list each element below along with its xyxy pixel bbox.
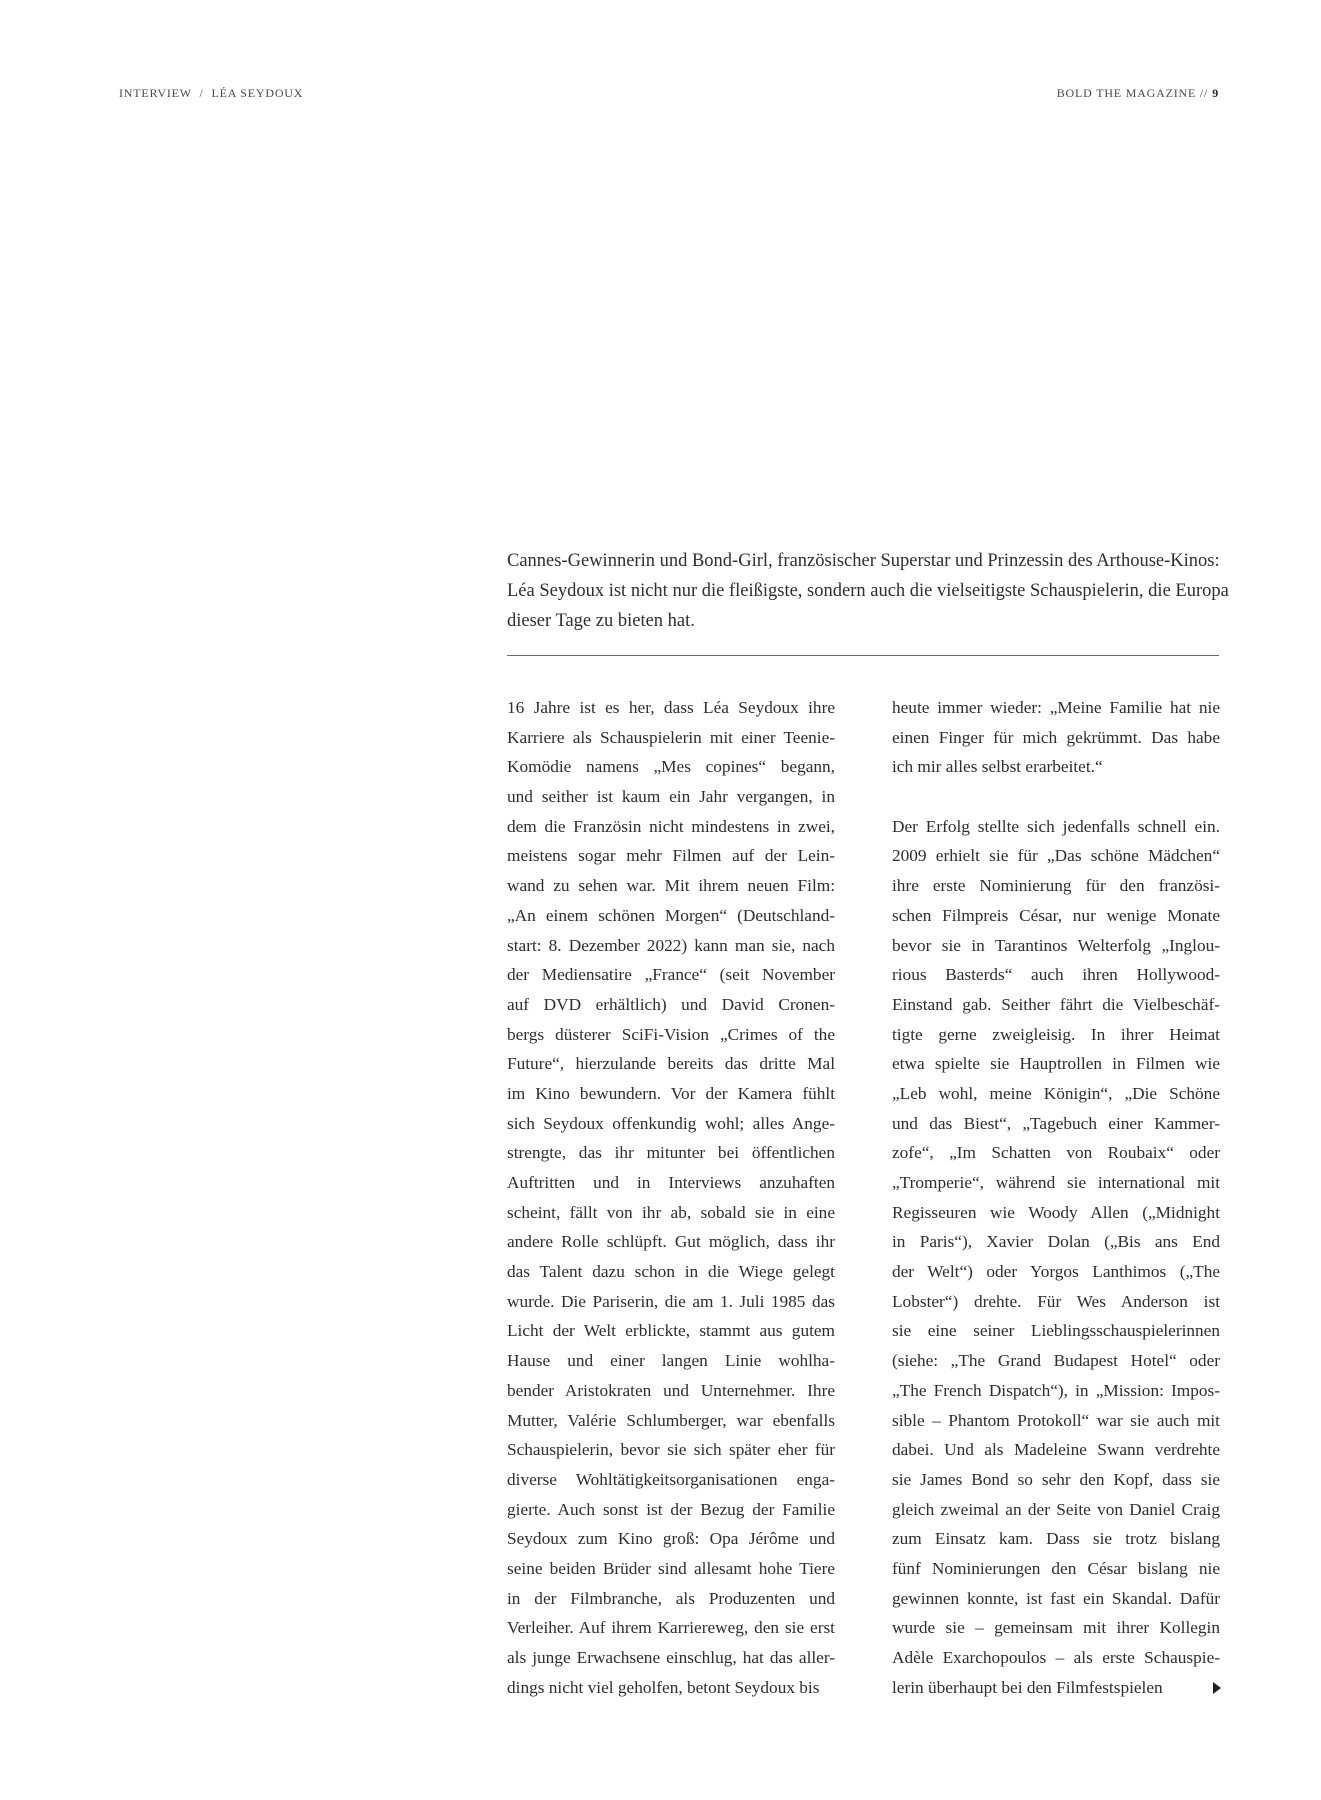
body-text-line: diverse Wohltätigkeitsorganisationen enga-: [507, 1469, 835, 1489]
lead-line: Léa Seydoux ist nicht nur die fleißigste, sondern auch die vielseitigste Schauspielerin, die Europa: [507, 581, 1229, 601]
body-text-line: in Paris“), Xavier Dolan („Bis ans End: [892, 1232, 1220, 1252]
body-text-line: bender Aristokraten und Unternehmer. Ihre: [507, 1380, 835, 1400]
subject-label: LÉA SEYDOUX: [211, 86, 304, 100]
body-text-line: „An einem schönen Morgen“ (Deutschland-: [507, 905, 835, 925]
body-text-line: etwa spielte sie Hauptrollen in Filmen wie: [892, 1054, 1220, 1074]
body-text-line: und das Biest“, „Tagebuch einer Kammer-: [892, 1113, 1220, 1133]
page-number: 9: [1212, 86, 1219, 100]
body-text-line: Schauspielerin, bevor sie sich später eher für: [507, 1440, 835, 1460]
body-text-line: Licht der Welt erblickte, stammt aus gutem: [507, 1321, 835, 1341]
body-text-line: zum Einsatz kam. Dass sie trotz bislang: [892, 1529, 1220, 1549]
body-text-line: bevor sie in Tarantinos Welterfolg „Inglou-: [892, 935, 1220, 955]
body-text-line: rious Basterds“ auch ihren Hollywood-: [892, 965, 1220, 985]
body-text-line: „The French Dispatch“), in „Mission: Impos-: [892, 1380, 1220, 1400]
body-text-line: sie eine seiner Lieblingsschauspielerinnen: [892, 1321, 1220, 1341]
body-text-line: das Talent dazu schon in die Wiege gelegt: [507, 1262, 835, 1282]
header-separator: /: [199, 86, 204, 100]
body-text-line: strengte, das ihr mitunter bei öffentlichen: [507, 1143, 835, 1163]
body-text-line: ich mir alles selbst erarbeitet.“: [892, 757, 1103, 777]
body-text-line: 16 Jahre ist es her, dass Léa Seydoux ihre: [507, 698, 835, 717]
body-text-line: scheint, fällt von ihr ab, sobald sie in eine: [507, 1202, 835, 1222]
body-text-line: wurde sie – gemeinsam mit ihrer Kollegin: [892, 1618, 1220, 1638]
body-text-line: wand zu sehen war. Mit ihrem neuen Film:: [507, 876, 835, 896]
body-text-line: dings nicht viel geholfen, betont Seydoux bis: [507, 1677, 820, 1697]
body-text-line: Der Erfolg stellte sich jedenfalls schnell ein.: [892, 816, 1220, 836]
body-text-line: Seydoux zum Kino groß: Opa Jérôme und: [507, 1529, 835, 1549]
body-text-line: (siehe: „The Grand Budapest Hotel“ oder: [892, 1351, 1220, 1371]
body-text-line: einen Finger für mich gekrümmt. Das habe: [892, 727, 1220, 747]
body-text-line: „Leb wohl, meine Königin“, „Die Schöne: [892, 1083, 1220, 1103]
continue-arrow-icon: [1213, 1682, 1221, 1694]
running-header-left: [119, 86, 303, 101]
body-text-line: heute immer wieder: „Meine Familie hat nie: [892, 698, 1220, 717]
lead-divider: [507, 655, 1219, 656]
body-text-line: Mutter, Valérie Schlumberger, war ebenfalls: [507, 1410, 835, 1430]
body-text-line: Karriere als Schauspielerin mit einer Teenie-: [507, 727, 835, 747]
body-text-line: sie James Bond so sehr den Kopf, dass sie: [892, 1469, 1220, 1489]
body-text-line: 2009 erhielt sie für „Das schöne Mädchen“: [892, 846, 1220, 866]
section-label: INTERVIEW: [119, 86, 192, 100]
body-text-line: auf DVD erhältlich) und David Cronen-: [507, 994, 835, 1014]
lead-line: Cannes-Gewinnerin und Bond-Girl, französischer Superstar und Prinzessin des Arthouse-Kinos:: [507, 551, 1220, 571]
body-text-line: dabei. Und als Madeleine Swann verdrehte: [892, 1440, 1220, 1460]
body-text-line: in der Filmbranche, als Produzenten und: [507, 1588, 835, 1608]
body-text-line: „Tromperie“, während sie international mit: [892, 1173, 1220, 1192]
body-text-line: wurde. Die Pariserin, die am 1. Juli 1985 das: [507, 1291, 835, 1311]
body-text-line: dem die Französin nicht mindestens in zwei,: [507, 816, 835, 836]
body-text-line: Adèle Exarchopoulos – als erste Schauspie-: [892, 1648, 1220, 1667]
body-text-line: meistens sogar mehr Filmen auf der Lein-: [507, 846, 835, 866]
body-text-line: gierte. Auch sonst ist der Bezug der Familie: [507, 1499, 835, 1519]
body-text-line: ihre erste Nominierung für den französi-: [892, 876, 1220, 896]
article-lead: [507, 546, 1229, 636]
body-text-line: gewinnen konnte, ist fast ein Skandal. Dafür: [892, 1588, 1220, 1608]
paragraph-gap: [892, 782, 1220, 812]
body-text-line: zofe“, „Im Schatten von Roubaix“ oder: [892, 1143, 1220, 1163]
body-text-line: Komödie namens „Mes copines“ begann,: [507, 757, 835, 777]
body-text-line: sible – Phantom Protokoll“ war sie auch mit: [892, 1410, 1220, 1430]
body-text-line: andere Rolle schlüpft. Gut möglich, dass ihr: [507, 1232, 835, 1252]
body-text-line: bergs düsterer SciFi-Vision „Crimes of the: [507, 1024, 835, 1044]
body-text-line: der Mediensatire „France“ (seit November: [507, 965, 835, 985]
body-text-line: schen Filmpreis César, nur wenige Monate: [892, 905, 1220, 925]
body-text-line: sich Seydoux offenkundig wohl; alles Ange-: [507, 1113, 835, 1133]
body-text-line: Future“, hierzulande bereits das dritte Mal: [507, 1054, 835, 1074]
body-text-line: fünf Nominierungen den César bislang nie: [892, 1558, 1220, 1578]
body-text-line: seine beiden Brüder sind allesamt hohe Tiere: [507, 1558, 835, 1578]
body-text-line: der Welt“) oder Yorgos Lanthimos („The: [892, 1262, 1220, 1282]
body-text-line: Verleiher. Auf ihrem Karriereweg, den sie erst: [507, 1618, 835, 1638]
body-column-2: [892, 693, 1220, 1702]
body-text-line: im Kino bewundern. Vor der Kamera fühlt: [507, 1083, 835, 1103]
body-text-line: Hause und einer langen Linie wohlha-: [507, 1351, 835, 1371]
body-text-line: Einstand gab. Seither fährt die Vielbeschäf-: [892, 994, 1220, 1014]
body-text-line: lerin überhaupt bei den Filmfestspielen: [892, 1677, 1163, 1697]
body-text-line: gleich zweimal an der Seite von Daniel Craig: [892, 1499, 1220, 1519]
body-text-line: Auftritten und in Interviews anzuhaften: [507, 1173, 835, 1192]
running-header-right: [1057, 86, 1219, 101]
body-text-line: start: 8. Dezember 2022) kann man sie, nach: [507, 935, 835, 955]
body-text-line: als junge Erwachsene einschlug, hat das aller-: [507, 1648, 835, 1667]
magazine-name: BOLD THE MAGAZINE //: [1056, 86, 1209, 100]
body-text-line: Regisseuren wie Woody Allen („Midnight: [892, 1202, 1220, 1222]
body-text-line: Lobster“) drehte. Für Wes Anderson ist: [892, 1291, 1220, 1311]
body-text-line: und seither ist kaum ein Jahr vergangen, in: [507, 787, 835, 807]
lead-line: dieser Tage zu bieten hat.: [507, 611, 695, 631]
body-text-line: tigte gerne zweigleisig. In ihrer Heimat: [892, 1024, 1220, 1044]
body-column-1: [507, 693, 835, 1702]
